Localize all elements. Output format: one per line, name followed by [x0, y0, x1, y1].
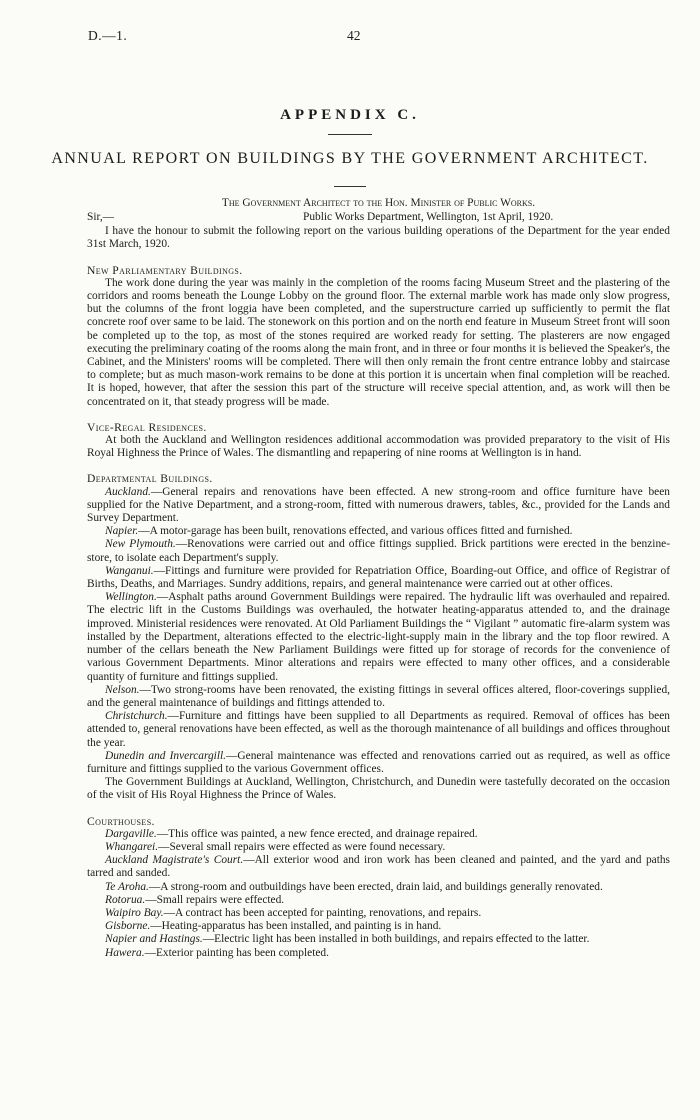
entry-text: —Several small repairs were effected as were found necessary.	[158, 840, 446, 853]
place-name: Napier.	[105, 525, 139, 538]
entry-text: —Two strong-rooms have been renovated, the existing fittings in several offices altered, floor-coverings supplied, and the general maintenance of buildings and fittings attended to.	[87, 683, 670, 709]
list-item	[87, 907, 670, 920]
list-item	[87, 828, 670, 841]
entry-text: —Electric light has been installed in both buildings, and repairs effected to the latter.	[202, 933, 590, 946]
entry-text: —This office was painted, a new fence erected, and drainage repaired.	[156, 827, 478, 840]
entry-text: —Small repairs were effected.	[145, 893, 285, 906]
list-item	[87, 947, 670, 960]
section-heading: New Parliamentary Buildings.	[87, 263, 243, 277]
list-item	[87, 894, 670, 907]
list-item	[87, 750, 670, 776]
entry-text: —Fittings and furniture were provided for Repatriation Office, Boarding-out Office, and office of Registrar of Births, Deaths, and Marriages. Sundry additions, repairs, and general maintenance were carried out at other offices.	[87, 564, 670, 591]
departmental-entries	[87, 486, 670, 776]
place-name: Christchurch.	[105, 710, 168, 723]
place-name: Napier and Hastings.	[105, 933, 203, 946]
appendix-title: APPENDIX C.	[280, 107, 420, 123]
entry-text: —Exterior painting has been completed.	[144, 946, 329, 959]
place-name: Nelson.	[105, 683, 140, 696]
section-heading: Vice-Regal Residences.	[87, 420, 207, 434]
report-title: ANNUAL REPORT ON BUILDINGS BY THE GOVERNMENT ARCHITECT.	[51, 150, 649, 167]
list-item	[87, 920, 670, 933]
list-item	[87, 684, 670, 710]
place-name: Whangarei.	[105, 840, 159, 853]
divider-rule	[334, 186, 366, 187]
page-number: 42	[347, 28, 361, 43]
address-line: The Government Architect to the Hon. Minister of Public Works.	[221, 197, 536, 209]
list-item	[87, 933, 670, 946]
list-item	[87, 710, 670, 750]
entry-text: —General repairs and renovations have been effected. A new strong-room and office furniture have been supplied for the Native Department, and a strong-room, fitted with numerous drawers, tables, &c., provided for the Lands and Survey Department.	[87, 485, 670, 525]
place-name: Gisborne.	[105, 920, 151, 933]
courthouse-entries	[87, 828, 670, 960]
section-paragraph: The Government Buildings at Auckland, Wellington, Christchurch, and Dunedin were tastefully decorated on the occasion of the visit of His Royal Highness the Prince of Wales.	[87, 776, 670, 802]
list-item	[87, 565, 670, 591]
entry-text: —A strong-room and outbuildings have been erected, drain laid, and buildings generally renovated.	[148, 880, 603, 893]
entry-text: —A motor-garage has been built, renovations effected, and various offices fitted and furnished.	[138, 525, 573, 538]
place-name: Te Aroha.	[105, 880, 149, 893]
list-item	[87, 486, 670, 526]
entry-text: —A contract has been accepted for painting, renovations, and repairs.	[163, 906, 482, 919]
entry-text: —Heating-apparatus has been installed, and painting is in hand.	[150, 920, 442, 933]
list-item	[87, 854, 670, 880]
list-item	[87, 841, 670, 854]
place-name: Auckland.	[105, 485, 151, 498]
report-body	[87, 197, 670, 960]
list-item	[87, 881, 670, 894]
place-name: Rotorua.	[105, 893, 146, 906]
section-paragraph: The work done during the year was mainly in the completion of the rooms facing Museum Street and the plastering of the corridors and rooms beneath the Lounge Lobby on the ground floor. The external marble work has made only slow progress, but the columns of the front loggia have been completed, and the superstructure carried up sufficiently to permit the flat concrete roof over same to be laid. The stonework on this portion and on the north end feature in Museum Street front will soon be completed up to the top, as most of the stones required are worked ready for setting. The plasterers are now engaged executing the preliminary coating of the rooms along the main front, and in three or four months it is believed the Speaker's, the Cabinet, and the Ministers' rooms will be completed. There will then only remain the front centre entrance lobby and staircase to complete; but as much mason-work remains to be done at this portion it is uncertain when final completion will be reached. It is hoped, however, that after the session this part of the structure will receive special attention, and, as work will then be concentrated on it, that steady progress will be made.	[87, 276, 670, 408]
list-item	[87, 591, 670, 683]
section-heading: Courthouses.	[87, 814, 155, 828]
list-item	[87, 525, 670, 538]
entry-text: —General maintenance was effected and renovations carried out as required, as well as office furniture and fittings supplied to the various Government offices.	[87, 749, 671, 775]
entry-text: —Renovations were carried out and office fittings supplied. Brick partitions were erected in the benzine-store, to isolate each Department's supply.	[87, 538, 670, 564]
section-heading: Departmental Buildings.	[87, 472, 213, 486]
place-name: Dargaville.	[105, 827, 157, 840]
section-paragraph: At both the Auckland and Wellington residences additional accommodation was provided preparatory to the visit of His Royal Highness the Prince of Wales. The dismantling and repapering of nine rooms at Wellington is in hand.	[87, 434, 670, 460]
intro-paragraph: I have the honour to submit the following report on the various building operations of the Department for the year ended 31st March, 1920.	[87, 225, 670, 251]
document-code: D.—1.	[88, 28, 128, 43]
entry-text: —Asphalt paths around Government Buildings were repaired. The hydraulic lift was overhauled and repaired. The electric lift in the Customs Buildings was overhauled, the hotwater heating-apparatus attended to, and the drainage improved. Ministerial residences were renovated. At Old Parliament Buildings the “ Vigilant ” automatic fire-alarm system was installed by the Department, alterations effected to the electric-light-supply main in the library and the top floor rewired. A number of the cellars beneath the New Parliament Buildings were fitted up for storage of records for the convenience of various Government Departments. Minor alterations and repairs were effected to many other offices, and a considerable quantity of furniture and fittings supplied.	[87, 591, 670, 683]
salutation: Sir,—	[87, 211, 115, 224]
place-name: Dunedin and Invercargill.	[105, 749, 227, 762]
salutation-row	[87, 211, 670, 225]
entry-text: —Furniture and fittings have been supplied to all Departments as required. Removal of offices has been attended to, general renovations have been effected, as well as the thorough maintenance of all buildings and offices throughout the year.	[87, 710, 670, 749]
entry-text: —All exterior wood and iron work has been cleaned and painted, and the yard and paths tarred and sanded.	[87, 854, 670, 880]
divider-rule	[328, 134, 372, 135]
place-name: Auckland Magistrate's Court.	[105, 854, 244, 867]
place-name: Waipiro Bay.	[105, 906, 164, 919]
place-name: New Plymouth.	[105, 538, 176, 551]
place-name: Hawera.	[105, 946, 145, 959]
place-name: Wellington.	[105, 591, 157, 604]
place-name: Wanganui.	[105, 564, 154, 577]
list-item	[87, 538, 670, 564]
dateline: Public Works Department, Wellington, 1st April, 1920.	[303, 211, 554, 224]
